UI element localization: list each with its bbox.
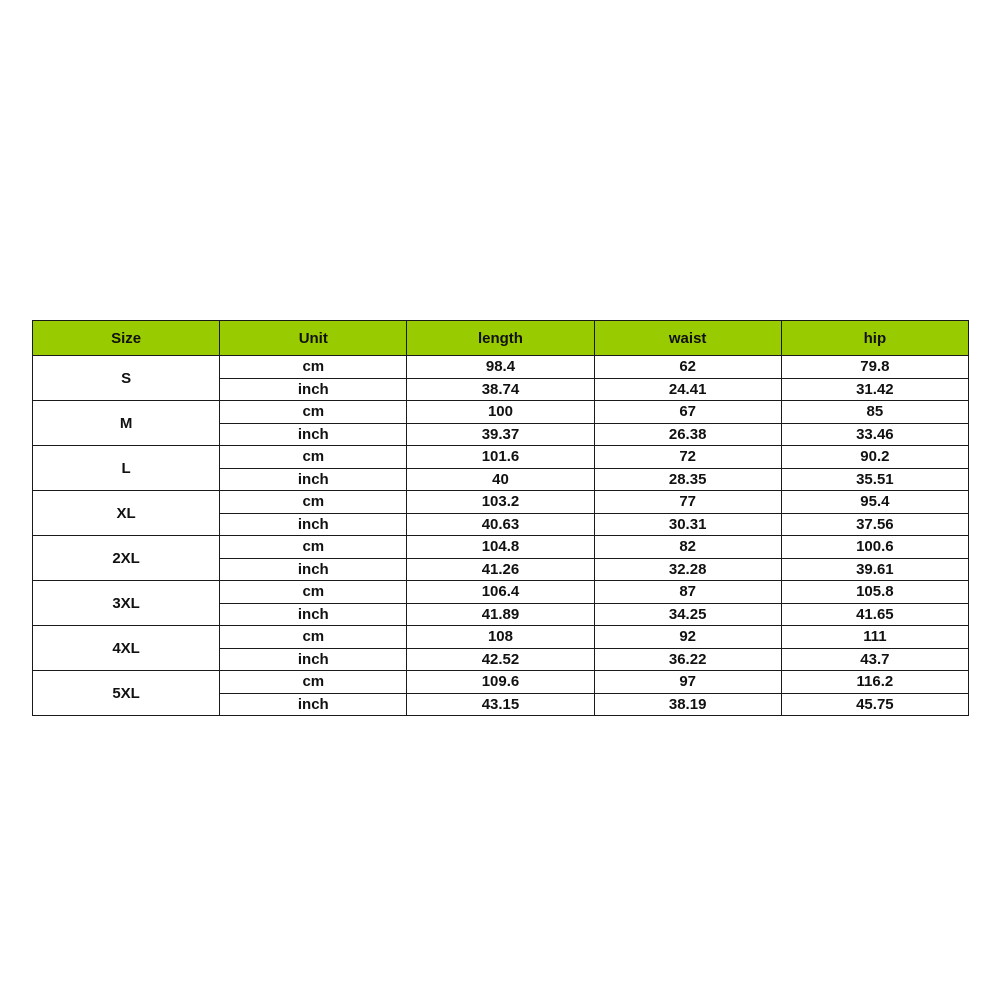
length-cell: 43.15 (407, 693, 594, 716)
hip-cell: 111 (781, 626, 968, 649)
unit-cell: cm (220, 356, 407, 379)
hip-cell: 90.2 (781, 446, 968, 469)
header-hip: hip (781, 321, 968, 356)
waist-cell: 82 (594, 536, 781, 559)
unit-cell: inch (220, 513, 407, 536)
hip-cell: 45.75 (781, 693, 968, 716)
unit-cell: inch (220, 558, 407, 581)
table-row (33, 581, 969, 604)
hip-cell: 105.8 (781, 581, 968, 604)
unit-cell: inch (220, 603, 407, 626)
waist-cell: 77 (594, 491, 781, 514)
length-cell: 41.26 (407, 558, 594, 581)
hip-cell: 35.51 (781, 468, 968, 491)
waist-cell: 92 (594, 626, 781, 649)
waist-cell: 87 (594, 581, 781, 604)
table-row (33, 671, 969, 694)
table-row (33, 626, 969, 649)
length-cell: 100 (407, 401, 594, 424)
unit-cell: cm (220, 626, 407, 649)
unit-cell: cm (220, 401, 407, 424)
size-chart-table (32, 320, 969, 716)
length-cell: 106.4 (407, 581, 594, 604)
table-header (33, 321, 969, 356)
length-cell: 41.89 (407, 603, 594, 626)
waist-cell: 72 (594, 446, 781, 469)
unit-cell: inch (220, 468, 407, 491)
unit-cell: cm (220, 446, 407, 469)
size-label-cell: 3XL (33, 581, 220, 626)
waist-cell: 34.25 (594, 603, 781, 626)
table-body (33, 356, 969, 716)
header-length: length (407, 321, 594, 356)
unit-cell: inch (220, 378, 407, 401)
waist-cell: 30.31 (594, 513, 781, 536)
hip-cell: 116.2 (781, 671, 968, 694)
length-cell: 109.6 (407, 671, 594, 694)
table-row (33, 401, 969, 424)
header-size: Size (33, 321, 220, 356)
header-row (33, 321, 969, 356)
hip-cell: 37.56 (781, 513, 968, 536)
header-waist: waist (594, 321, 781, 356)
hip-cell: 41.65 (781, 603, 968, 626)
hip-cell: 95.4 (781, 491, 968, 514)
unit-cell: cm (220, 671, 407, 694)
hip-cell: 85 (781, 401, 968, 424)
length-cell: 98.4 (407, 356, 594, 379)
header-unit: Unit (220, 321, 407, 356)
hip-cell: 43.7 (781, 648, 968, 671)
hip-cell: 31.42 (781, 378, 968, 401)
table-row (33, 536, 969, 559)
unit-cell: inch (220, 648, 407, 671)
hip-cell: 100.6 (781, 536, 968, 559)
unit-cell: cm (220, 581, 407, 604)
size-label-cell: S (33, 356, 220, 401)
length-cell: 103.2 (407, 491, 594, 514)
hip-cell: 33.46 (781, 423, 968, 446)
length-cell: 101.6 (407, 446, 594, 469)
unit-cell: cm (220, 491, 407, 514)
size-label-cell: L (33, 446, 220, 491)
hip-cell: 79.8 (781, 356, 968, 379)
waist-cell: 32.28 (594, 558, 781, 581)
table-row (33, 446, 969, 469)
waist-cell: 38.19 (594, 693, 781, 716)
size-label-cell: 5XL (33, 671, 220, 716)
size-label-cell: 4XL (33, 626, 220, 671)
size-label-cell: XL (33, 491, 220, 536)
table-row (33, 491, 969, 514)
length-cell: 39.37 (407, 423, 594, 446)
waist-cell: 36.22 (594, 648, 781, 671)
size-label-cell: M (33, 401, 220, 446)
length-cell: 104.8 (407, 536, 594, 559)
length-cell: 38.74 (407, 378, 594, 401)
hip-cell: 39.61 (781, 558, 968, 581)
unit-cell: inch (220, 693, 407, 716)
table-row (33, 356, 969, 379)
length-cell: 40.63 (407, 513, 594, 536)
length-cell: 40 (407, 468, 594, 491)
length-cell: 108 (407, 626, 594, 649)
unit-cell: inch (220, 423, 407, 446)
waist-cell: 24.41 (594, 378, 781, 401)
waist-cell: 26.38 (594, 423, 781, 446)
waist-cell: 62 (594, 356, 781, 379)
waist-cell: 97 (594, 671, 781, 694)
waist-cell: 28.35 (594, 468, 781, 491)
unit-cell: cm (220, 536, 407, 559)
waist-cell: 67 (594, 401, 781, 424)
size-label-cell: 2XL (33, 536, 220, 581)
length-cell: 42.52 (407, 648, 594, 671)
